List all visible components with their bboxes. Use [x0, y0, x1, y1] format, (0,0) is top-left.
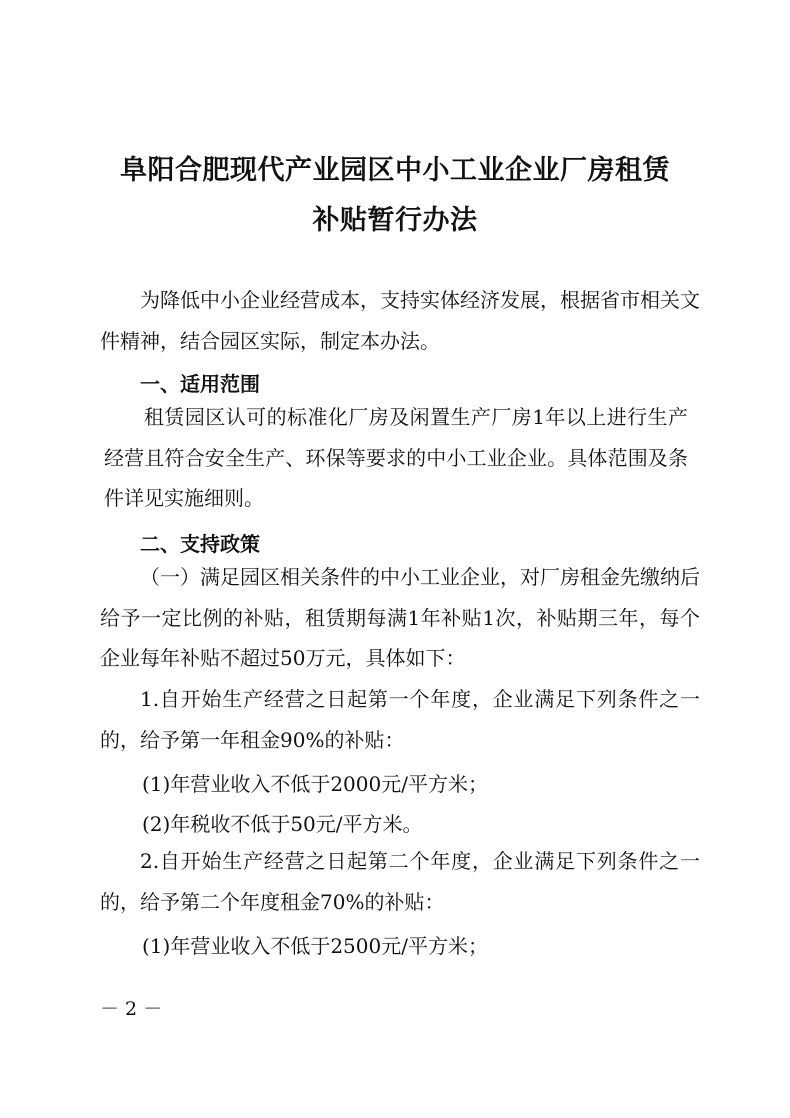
document-title-line1: 阜阳合肥现代产业园区中小工业企业厂房租赁: [120, 155, 670, 186]
section1-body: 租赁园区认可的标准化厂房及闲置生产厂房1年以上进行生产经营且符合安全生产、环保等要求的中小工业企业。具体范围及条件详见实施细则。: [104, 405, 688, 510]
section2-sub2: 2.自开始生产经营之日起第二个年度，企业满足下列条件之一的，给予第二个年度租金70%的补贴：: [100, 849, 700, 914]
sub1-condition2: (2)年税收不低于50元/平方米。: [142, 812, 423, 836]
section2-sub1: 1.自开始生产经营之日起第一个年度，企业满足下列条件之一的，给予第一年租金90%的补贴：: [100, 687, 700, 752]
section1-heading: 一、适用范围: [140, 372, 260, 396]
section2-heading: 二、支持政策: [140, 532, 260, 556]
intro-paragraph: 为降低中小企业经营成本，支持实体经济发展，根据省市相关文件精神，结合园区实际，制定本办法。: [100, 288, 700, 353]
document-title-line2: 补贴暂行办法: [312, 205, 478, 236]
sub1-condition1: (1)年营业收入不低于2000元/平方米；: [142, 772, 488, 796]
sub2-condition1: (1)年营业收入不低于2500元/平方米；: [142, 934, 488, 958]
page-number: － 2 －: [100, 998, 163, 1020]
section2-item1: （一）满足园区相关条件的中小工业企业，对厂房租金先缴纳后给予一定比例的补贴，租赁期每满1年补贴1次，补贴期三年，每个企业每年补贴不超过50万元，具体如下：: [100, 565, 700, 670]
